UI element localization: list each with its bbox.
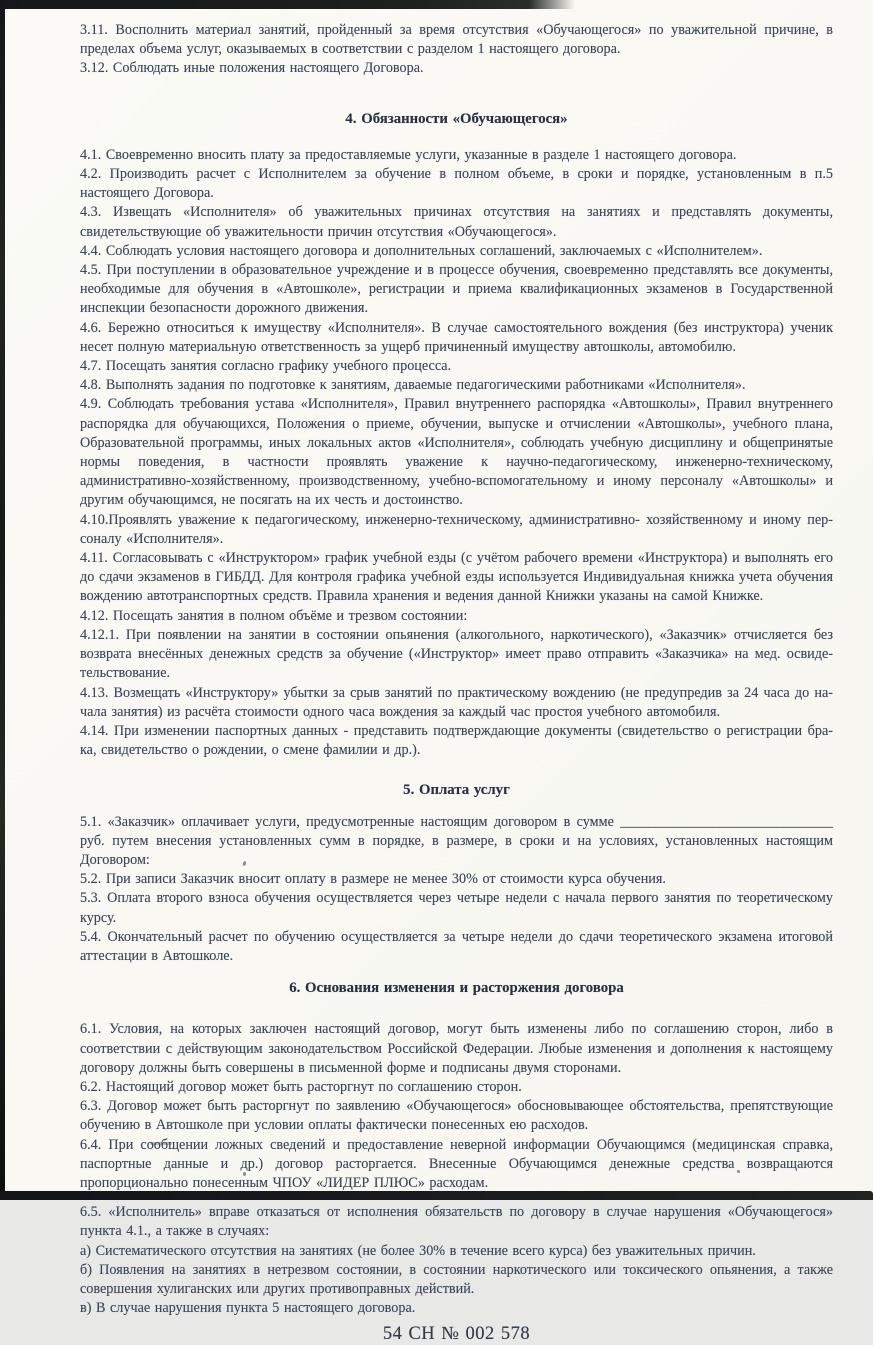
clause-6-5-a: а) Систематического отсутствия на занятиях (не более 30% в течение всего курса) без уважительных причин.: [80, 1242, 756, 1259]
clause-4-1: 4.1. Своевременно вносить плату за предоставляемые услуги, указанные в разделе 1 настоящего договора.: [80, 146, 737, 163]
clause-6-1: 6.1. Условия, на которых заключен настоящий договор, могут быть изменены либо по соглашению сторон, либо в соответствии с действующим законодательством Российской Федерации. Любые изменения и дополнения к настоящему договору должны быть совершены в письменной форме и подписаны двумя сторонами.: [80, 1021, 833, 1076]
clause-4-8: 4.8. Выполнять задания по подготовке к занятиям, даваемые педагогическими работниками «Исполнителя».: [80, 377, 746, 394]
clause-4-11: 4.11. Согласовывать с «Инструктором» график учебной езды (с учётом рабочего времени «Инструктора) и выполнять его до сдачи экзаменов в ГИБДД. Для контроля графика учебной езды используется Индивидуальная книжка учета обучения вождению автотранспортных средств. Правила хранения и ведения данной Книжки указаны на самой Книжке.: [80, 550, 833, 605]
section-4-title: 4. Обязанности «Обучающегося»: [345, 110, 568, 127]
section-5-title: 5. Оплата услуг: [403, 782, 510, 799]
clause-6-2: 6.2. Настоящий договор может быть расторгнут по соглашению сторон.: [80, 1078, 522, 1095]
scan-edge-left: [0, 0, 5, 1200]
clause-4-12: 4.12. Посещать занятия в полном объёме и трезвом состоянии:: [80, 607, 468, 624]
clause-5-3: 5.3. Оплата второго взноса обучения осуществляется через четыре недели с начала первого занятия по теоретическому курсу.: [80, 890, 833, 926]
clause-4-2: 4.2. Производить расчет с Исполнителем за обучение в полном объеме, в сроки и порядке, установленным в п.5 настоящего Договора.: [80, 166, 833, 202]
clause-3-11: 3.11. Восполнить материал занятий, пройденный за время отсутствия «Обучающегося» по уважительной причине, в пределах объема услуг, оказываемых в соответствии с разделом 1 настоящего договора.: [80, 22, 833, 58]
clause-6-5-v: в) В случае нарушения пункта 5 настоящего договора.: [80, 1300, 416, 1317]
clause-4-9: 4.9. Соблюдать требования устава «Исполнителя», Правил внутреннего распорядка «Автошколы», Правил внутреннего распорядка для обучающихся, Положения о приеме, обучении, выпуске и отчислении «Автошколы», учебного плана, Образовательной программы, иных локальных актов «Исполнителя», соблюдать учебную дисциплину и общепринятые нормы поведения, в частности проявлять уважение к научно-педагогическому, инженерно-техническому, административно-хозяйственному, производственному, учебно-вспомогательному и иному персоналу «Автошколы» и другим обучающимся, не посягать на их честь и достоинство.: [80, 396, 833, 509]
clause-4-4: 4.4. Соблюдать условия настоящего договора и дополнительных соглашений, заключаемых с «Исполнителем».: [80, 242, 763, 259]
clause-6-5: 6.5. «Исполнитель» вправе отказаться от исполнения обязательств по договору в случае нарушения «Обучающегося» пункта 4.1., а также в случаях:: [80, 1204, 833, 1240]
clause-5-4: 5.4. Окончательный расчет по обучению осуществляется за четыре недели до сдачи теоретического экзамена итоговой аттестации в Автошколе.: [80, 928, 833, 964]
clause-4-6: 4.6. Бережно относиться к имуществу «Исполнителя». В случае самостоятельного вождения (без инструктора) ученик несет полную материальную ответственность за ущерб причиненный имуществу автошколы, автомобилю.: [80, 319, 833, 355]
clause-4-3: 4.3. Извещать «Исполнителя» об уважительных причинах отсутствия на занятиях и представлять документы, свидетельствующие об уважительности причин отсутствия «Обучающегося».: [80, 204, 833, 240]
clause-4-14: 4.14. При изменении паспортных данных - представить подтверждающие документы (свидетельство о регистрации бра-ка, свидетельство о рождении, о смене фамилии и др.).: [80, 722, 833, 759]
clause-4-5: 4.5. При поступлении в образовательное учреждение и в процессе обучения, своевременно представлять все документы, необходимые для обучения в «Автошколе», регистрации и приема квалификационных экзаменов в Государственной инспекции безопасности дорожного движения.: [80, 262, 833, 317]
clause-6-3: 6.3. Договор может быть расторгнут по заявлению «Обучающегося» обосновывающее обстоятельства, препятствующие обучению в Автошколе при условии оплаты фактически понесенных ею расходов.: [80, 1098, 833, 1134]
section-6-title: 6. Основания изменения и расторжения договора: [289, 980, 624, 997]
clause-4-12-1: 4.12.1. При появлении на занятии в состоянии опьянения (алкогольного, наркотического), «Заказчик» отчисляется без возврата внесённых денежных средств за обучение («Инструктор» имеет право отправить «Заказчика» на мед. освиде-тельствование.: [80, 626, 833, 682]
clause-6-4: 6.4. При сообщении ложных сведений и предоставление неверной информации Обучающимся (медицинская справка, паспортные данные и др.) договор расторгается. Внесенные Обучающимся денежные средства возвращаются пропорционально понесенным ЧПОУ «ЛИДЕР ПЛЮС» расходам.: [80, 1136, 833, 1191]
scan-edge-top: [0, 0, 575, 9]
clause-3-12: 3.12. Соблюдать иные положения настоящего Договора.: [80, 60, 424, 77]
contract-text-body: [80, 21, 833, 1345]
form-serial-number: 54 СН № 002 578: [382, 1324, 531, 1345]
clause-6-5-b: б) Появления на занятиях в нетрезвом состоянии, в состоянии наркотического или токсического опьянения, а также совершения хулиганских или других противоправных действий.: [80, 1261, 833, 1297]
clause-4-13: 4.13. Возмещать «Инструктору» убытки за срыв занятий по практическому вождению (не предупредив за 24 часа до на-чала занятия) из расчёта стоимости одного часа вождения за каждый час простоя учебного автомобиля.: [80, 684, 833, 720]
clause-5-1: 5.1. «Заказчик» оплачивает услуги, предусмотренные настоящим договором в сумме ______________________________ руб. путем внесения установленных сумм в порядке, в размере, в сроки и на условиях, установленных настоящим Договором:: [80, 813, 833, 868]
clause-4-10: 4.10.Проявлять уважение к педагогическому, инженерно-техническому, административно- хозяйственному и иному пер-соналу «Исполнителя».: [80, 511, 833, 547]
clause-4-7: 4.7. Посещать занятия согласно графику учебного процесса.: [80, 358, 452, 375]
clause-5-2: 5.2. При записи Заказчик вносит оплату в размере не менее 30% от стоимости курса обучения.: [80, 871, 666, 888]
